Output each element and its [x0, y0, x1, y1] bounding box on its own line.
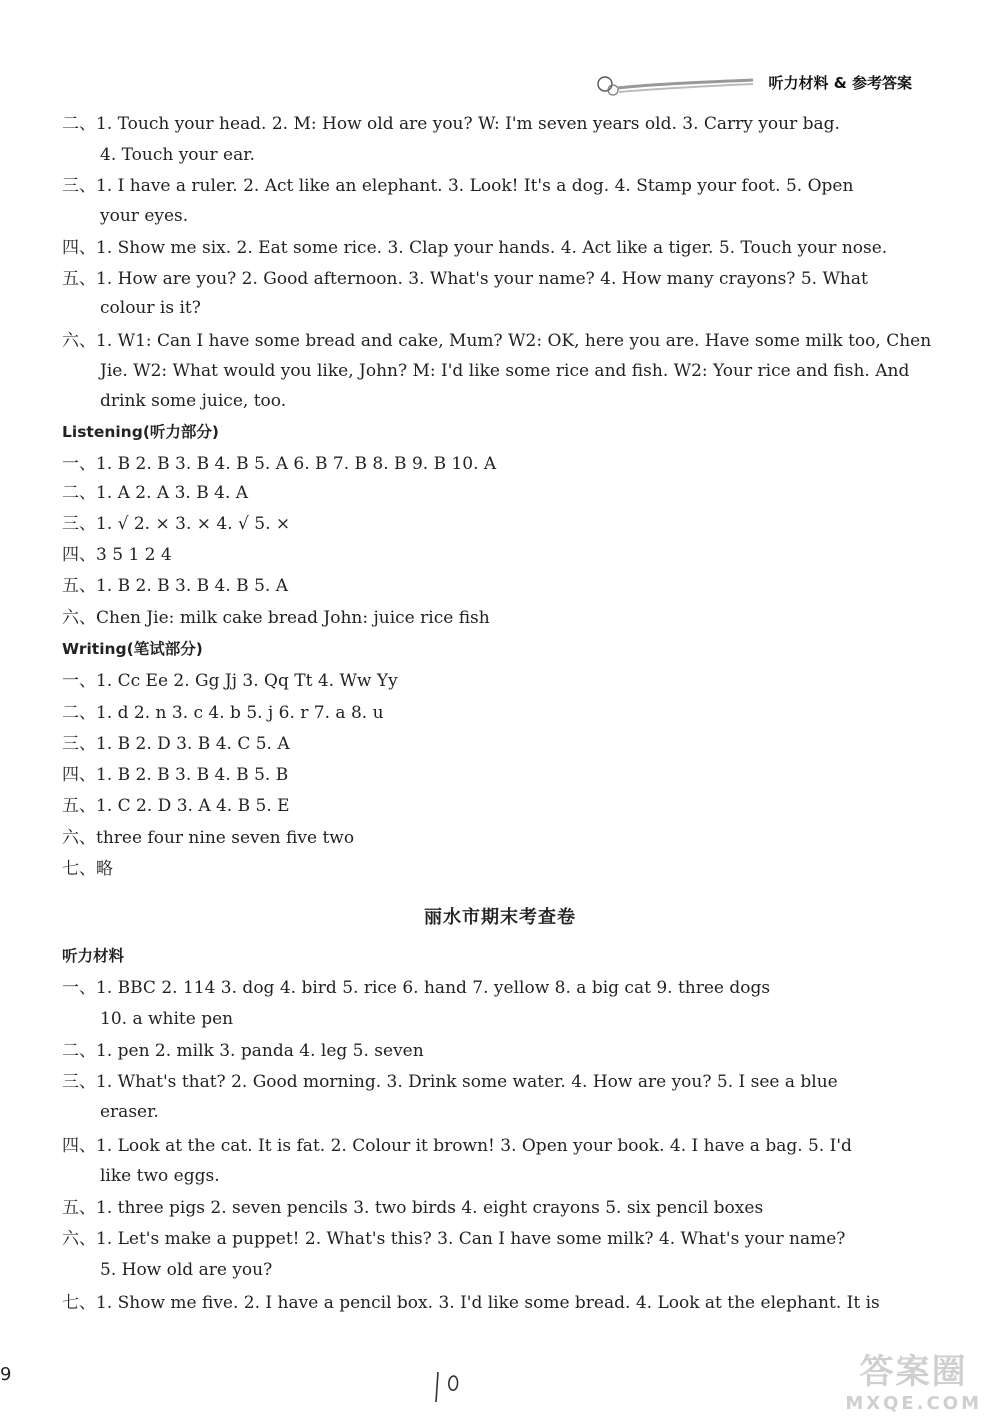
answer-line: 五、1. three pigs 2. seven pencils 3. two birds 4. eight crayons 5. six pencil boxes [62, 1198, 764, 1218]
answer-line: 四、1. B 2. B 3. B 4. B 5. B [62, 765, 289, 785]
answer-line: like two eggs. [100, 1166, 220, 1186]
answer-line: drink some juice, too. [100, 391, 287, 411]
answer-line: Jie. W2: What would you like, John? M: I'd like some rice and fish. W2: Your rice and fish. And [100, 361, 910, 381]
section-heading-listening: Listening(听力部分) [62, 423, 219, 441]
answer-line: 10. a white pen [100, 1009, 234, 1029]
answer-line: 六、Chen Jie: milk cake bread John: juice rice fish [62, 608, 490, 628]
section-heading-listening-material: 听力材料 [62, 947, 125, 965]
answer-line: 七、略 [62, 859, 113, 879]
section-heading-writing: Writing(笔试部分) [62, 640, 203, 658]
answer-line: 五、1. How are you? 2. Good afternoon. 3. What's your name? 4. How many crayons? 5. What [62, 269, 868, 289]
answer-line: 七、1. Show me five. 2. I have a pencil box. 3. I'd like some bread. 4. Look at the elephant. It is [62, 1293, 880, 1313]
handwritten-note-icon [430, 1366, 470, 1406]
header-title: 听力材料 & 参考答案 [768, 74, 912, 92]
answer-line: 二、1. A 2. A 3. B 4. A [62, 483, 249, 503]
answer-line: 4. Touch your ear. [100, 145, 255, 165]
answer-line: 六、three four nine seven five two [62, 828, 355, 848]
answer-line: 五、1. B 2. B 3. B 4. B 5. A [62, 576, 288, 596]
answer-line: 二、1. Touch your head. 2. M: How old are you? W: I'm seven years old. 3. Carry your bag. [62, 114, 840, 134]
page-number: 9 [0, 1364, 12, 1385]
watermark-logo [845, 1344, 982, 1414]
answer-line: 二、1. pen 2. milk 3. panda 4. leg 5. seven [62, 1041, 424, 1061]
answer-line: your eyes. [100, 206, 189, 226]
answer-line: 三、1. B 2. D 3. B 4. C 5. A [62, 734, 290, 754]
answer-line: 四、1. Look at the cat. It is fat. 2. Colour it brown! 3. Open your book. 4. I have a bag. 5. I'd [62, 1136, 852, 1156]
answer-line: 一、1. B 2. B 3. B 4. B 5. A 6. B 7. B 8. B 9. B 10. A [62, 454, 497, 474]
answer-line: 5. How old are you? [100, 1260, 273, 1280]
answer-line: 二、1. d 2. n 3. c 4. b 5. j 6. r 7. a 8. u [62, 703, 384, 723]
watermark-main: 答案圈 [859, 1352, 968, 1392]
section-title: 丽水市期末考查卷 [424, 907, 576, 928]
answer-line: 三、1. What's that? 2. Good morning. 3. Drink some water. 4. How are you? 5. I see a blue [62, 1072, 838, 1092]
answer-line: 一、1. BBC 2. 114 3. dog 4. bird 5. rice 6. hand 7. yellow 8. a big cat 9. three dogs [62, 978, 771, 998]
answer-line: 一、1. Cc Ee 2. Gg Jj 3. Qq Tt 4. Ww Yy [62, 671, 398, 691]
answer-line: 六、1. W1: Can I have some bread and cake, Mum? W2: OK, here you are. Have some milk too, Chen [62, 331, 932, 351]
watermark-sub: MXQE.COM [845, 1393, 982, 1414]
answer-line: 六、1. Let's make a puppet! 2. What's this? 3. Can I have some milk? 4. What's your name? [62, 1229, 846, 1249]
answer-line: 三、1. I have a ruler. 2. Act like an elephant. 3. Look! It's a dog. 4. Stamp your foot. 5. Open [62, 176, 854, 196]
header-decoration-icon [595, 74, 755, 98]
answer-line: 四、1. Show me six. 2. Eat some rice. 3. Clap your hands. 4. Act like a tiger. 5. Touch your nose. [62, 238, 888, 258]
answer-line: eraser. [100, 1102, 159, 1122]
answer-line: 五、1. C 2. D 3. A 4. B 5. E [62, 796, 290, 816]
answer-line: 四、3 5 1 2 4 [62, 545, 172, 565]
answer-line: 三、1. √ 2. × 3. × 4. √ 5. × [62, 514, 291, 534]
answer-line: colour is it? [100, 298, 201, 318]
